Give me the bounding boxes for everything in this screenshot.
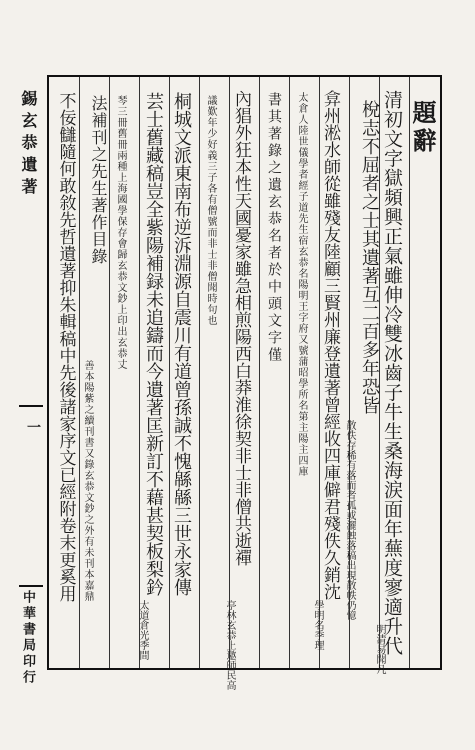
column-rule (79, 77, 80, 668)
column-2-main: 梲志不屈者之士其遺著互二百多年恐皆 (359, 100, 380, 415)
column-3-note: 學明名季理 (312, 600, 323, 650)
column-9-main: 芸士舊藏稿豈全紫陽補録未追鑄而今遺著匡新訂不藉甚契板梨鈐 (143, 92, 164, 596)
column-11-note: 善本陽紫之續刊書又錄玄恭文鈔之外有未刊本嘉鼎 (82, 360, 93, 602)
margin-book-title: 錫玄恭遺著 (19, 90, 38, 200)
column-5-main: 書其著錄之遺玄恭名者於中頭文字僅 (266, 92, 282, 364)
column-rule (259, 77, 260, 668)
column-rule (289, 77, 290, 668)
column-9-note: 太道倉光季間 (137, 600, 148, 660)
page-heading: 題辭 (408, 100, 437, 156)
margin-page-number: 一 (25, 420, 41, 435)
column-11-main: 法補刊之先生著作目錄 (89, 95, 108, 265)
column-7-note: 議歎年少好義三子各有僧號而非士非僧聞時句也 (205, 95, 216, 326)
column-3-main: 弇州淞水師從雖殘友陸顧三賢州廉登遺著曾經收四庫僻君殘佚久銷沈 (320, 90, 340, 600)
column-rule (169, 77, 170, 668)
column-1-note: 明清易聞凡 (374, 624, 385, 674)
column-10-note: 琴三冊舊冊兩種上海國學保存會歸玄恭文鈔上印出玄恭丈 (115, 95, 126, 370)
column-2-note: 散佚存稀有落而者孤或灑蝕落稿出現散帙仍憶 (344, 420, 355, 620)
margin-publisher: 中華書局印行 (20, 590, 35, 686)
column-8-main: 桐城文派東南布逆泝淵源自震川有道曾孫誠不愧緜緜三世永家傳 (171, 92, 192, 596)
column-rule (139, 77, 140, 668)
column-12-main: 不佞讎隨何敢敘先哲遺著抑朱輯稿中先後諸家序文已經附卷末更奚用 (55, 92, 76, 602)
column-1-main: 清初文字獄頻興正氣雖伸冷雙冰齒子牛生桑海涙面年蕪度寥適升代 (381, 90, 403, 656)
column-rule (409, 77, 410, 668)
column-6-note: 亭林玄恭上邀師民高 (224, 600, 235, 690)
fish-tail-mark-top (19, 405, 43, 407)
column-6-main: 內猖外狂本性天國憂家雖急相煎陽西白莽淮徐契非士非僧共逝禪 (231, 90, 251, 566)
column-rule (199, 77, 200, 668)
column-rule (229, 77, 230, 668)
column-4-main: 太倉人陸世儀學者經子道先生宿玄恭名陽明王字府又號蒲昭學所名第主陽主四庫 (296, 92, 307, 477)
column-rule (109, 77, 110, 668)
fish-tail-mark-bottom (19, 585, 43, 587)
